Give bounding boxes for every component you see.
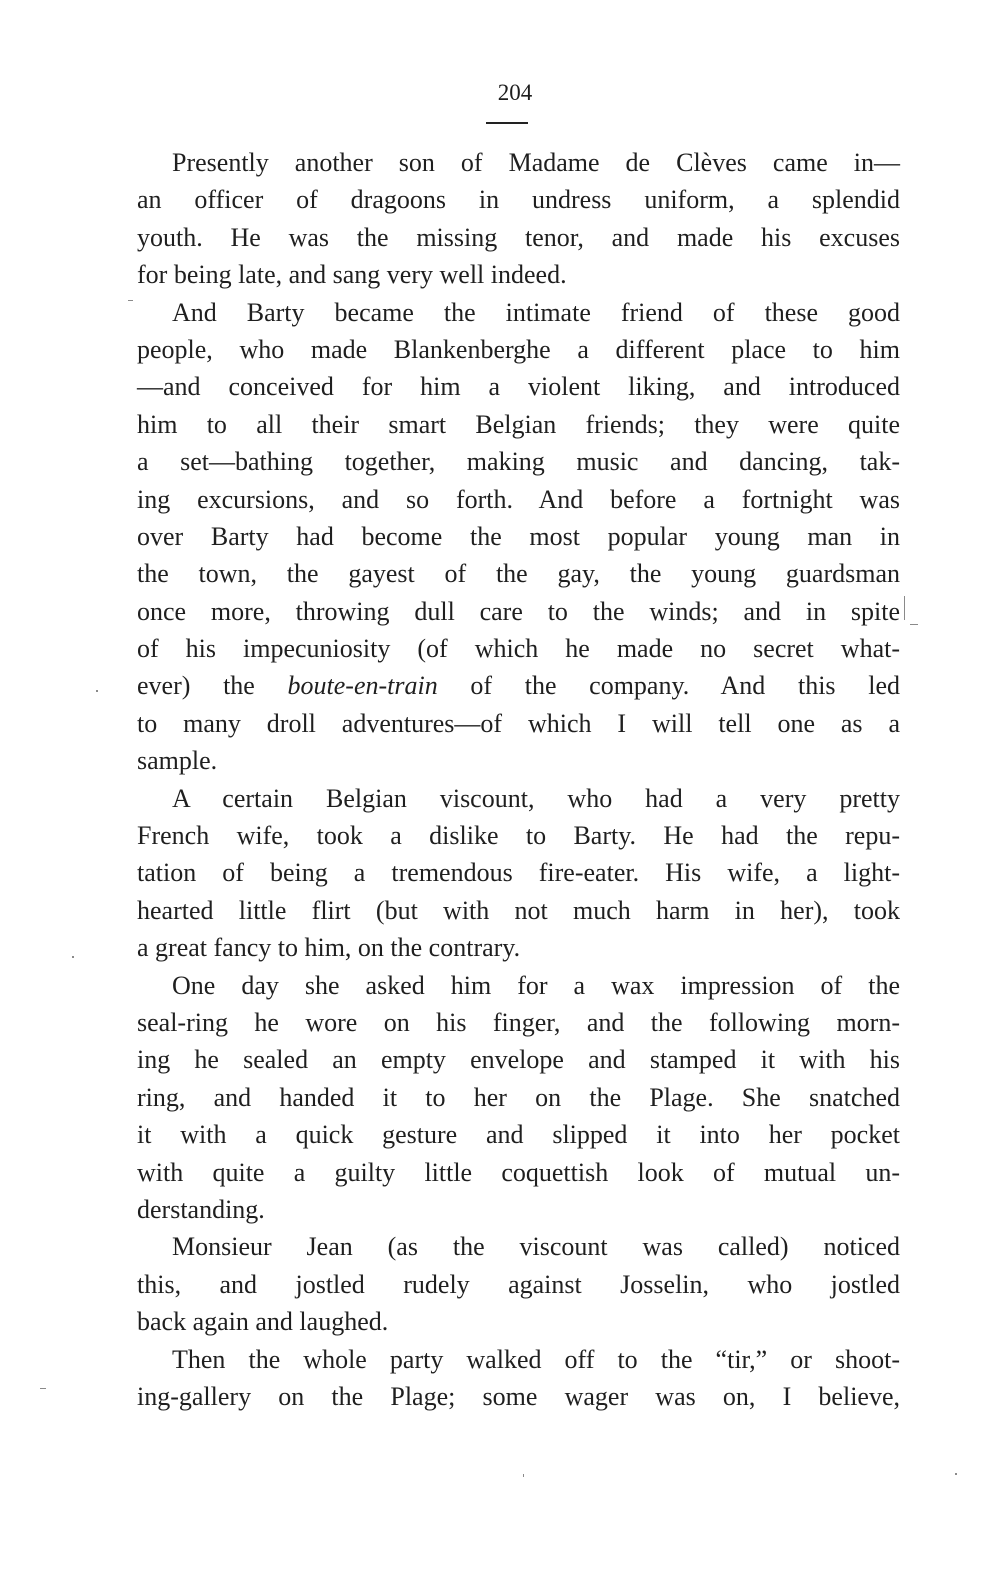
text-line: ring, and handed it to her on the Plage. She snatched <box>137 1082 900 1112</box>
text-line: it with a quick gesture and slipped it into her pocket <box>137 1120 900 1150</box>
text-line: with quite a guilty little coquettish look of mutual un- <box>137 1157 900 1187</box>
paragraph-5 <box>137 1228 900 1340</box>
text-line: ing-gallery on the Plage; some wager was on, I believe, <box>137 1381 900 1411</box>
text-line: Presently another son of Madame de Clèves came in— <box>172 148 900 177</box>
text-line: for being late, and sang very well indeed. <box>137 260 567 290</box>
text-line: One day she asked him for a wax impression of the <box>172 970 900 1000</box>
text-line: Then the whole party walked off to the “tir,” or shoot- <box>172 1344 900 1374</box>
text-line: of his impecuniosity (of which he made no secret what- <box>137 634 900 664</box>
text-segment: of the company. And this led <box>437 671 900 701</box>
paragraph-6 <box>137 1341 900 1416</box>
text-line: French wife, took a dislike to Barty. He had the repu- <box>137 821 900 851</box>
text-line-with-italic <box>137 667 900 704</box>
paragraph-1 <box>137 144 900 294</box>
text-line: A certain Belgian viscount, who had a very pretty <box>172 783 900 813</box>
text-line: seal-ring he wore on his finger, and the following morn- <box>137 1007 900 1037</box>
paragraph-4 <box>137 967 900 1229</box>
paragraph-2 <box>137 294 900 780</box>
italic-phrase: boute-en-train <box>287 671 438 701</box>
text-line: a great fancy to him, on the contrary. <box>137 933 521 963</box>
scan-speck <box>128 300 133 301</box>
text-line: —and conceived for him a violent liking, and introduced <box>137 372 900 402</box>
text-line: tation of being a tremendous fire-eater. His wife, a light- <box>137 858 900 888</box>
text-line: people, who made Blankenberghe a different place to him <box>137 334 900 364</box>
text-line: over Barty had become the most popular young man in <box>137 521 900 551</box>
scan-speck <box>523 1474 524 1477</box>
text-line: Monsieur Jean (as the viscount was called) noticed <box>172 1232 900 1262</box>
scan-speck <box>40 1388 46 1389</box>
paragraph-3 <box>137 780 900 967</box>
text-line: once more, throwing dull care to the winds; and in spite <box>137 596 900 626</box>
text-line: ing excursions, and so forth. And before a fortnight was <box>137 484 900 514</box>
text-segment: ever) the <box>137 671 288 701</box>
page-number: 204 <box>497 80 533 105</box>
text-line: hearted little flirt (but with not much harm in her), took <box>137 895 900 925</box>
text-line: back again and laughed. <box>137 1307 389 1337</box>
scan-speck <box>72 956 74 958</box>
text-line: an officer of dragoons in undress uniform, a splendid <box>137 185 900 215</box>
scan-speck <box>955 1473 957 1475</box>
scan-speck <box>96 690 98 692</box>
text-line: to many droll adventures—of which I will tell one as a <box>137 708 900 738</box>
text-line: derstanding. <box>137 1194 265 1224</box>
text-line: youth. He was the missing tenor, and made his excuses <box>137 222 900 252</box>
text-line: sample. <box>137 746 218 776</box>
text-line: the town, the gayest of the gay, the young guardsman <box>137 559 900 589</box>
scan-speck <box>904 596 905 620</box>
text-line: And Barty became the intimate friend of these good <box>172 297 900 327</box>
text-line: a set—bathing together, making music and dancing, tak- <box>137 447 900 477</box>
text-line: him to all their smart Belgian friends; they were quite <box>137 409 900 439</box>
text-line: ing he sealed an empty envelope and stamped it with his <box>137 1045 900 1075</box>
page-number-rule <box>486 122 528 124</box>
scan-speck <box>910 624 918 625</box>
text-line: this, and jostled rudely against Josselin, who jostled <box>137 1269 900 1299</box>
body-text <box>137 144 900 1415</box>
